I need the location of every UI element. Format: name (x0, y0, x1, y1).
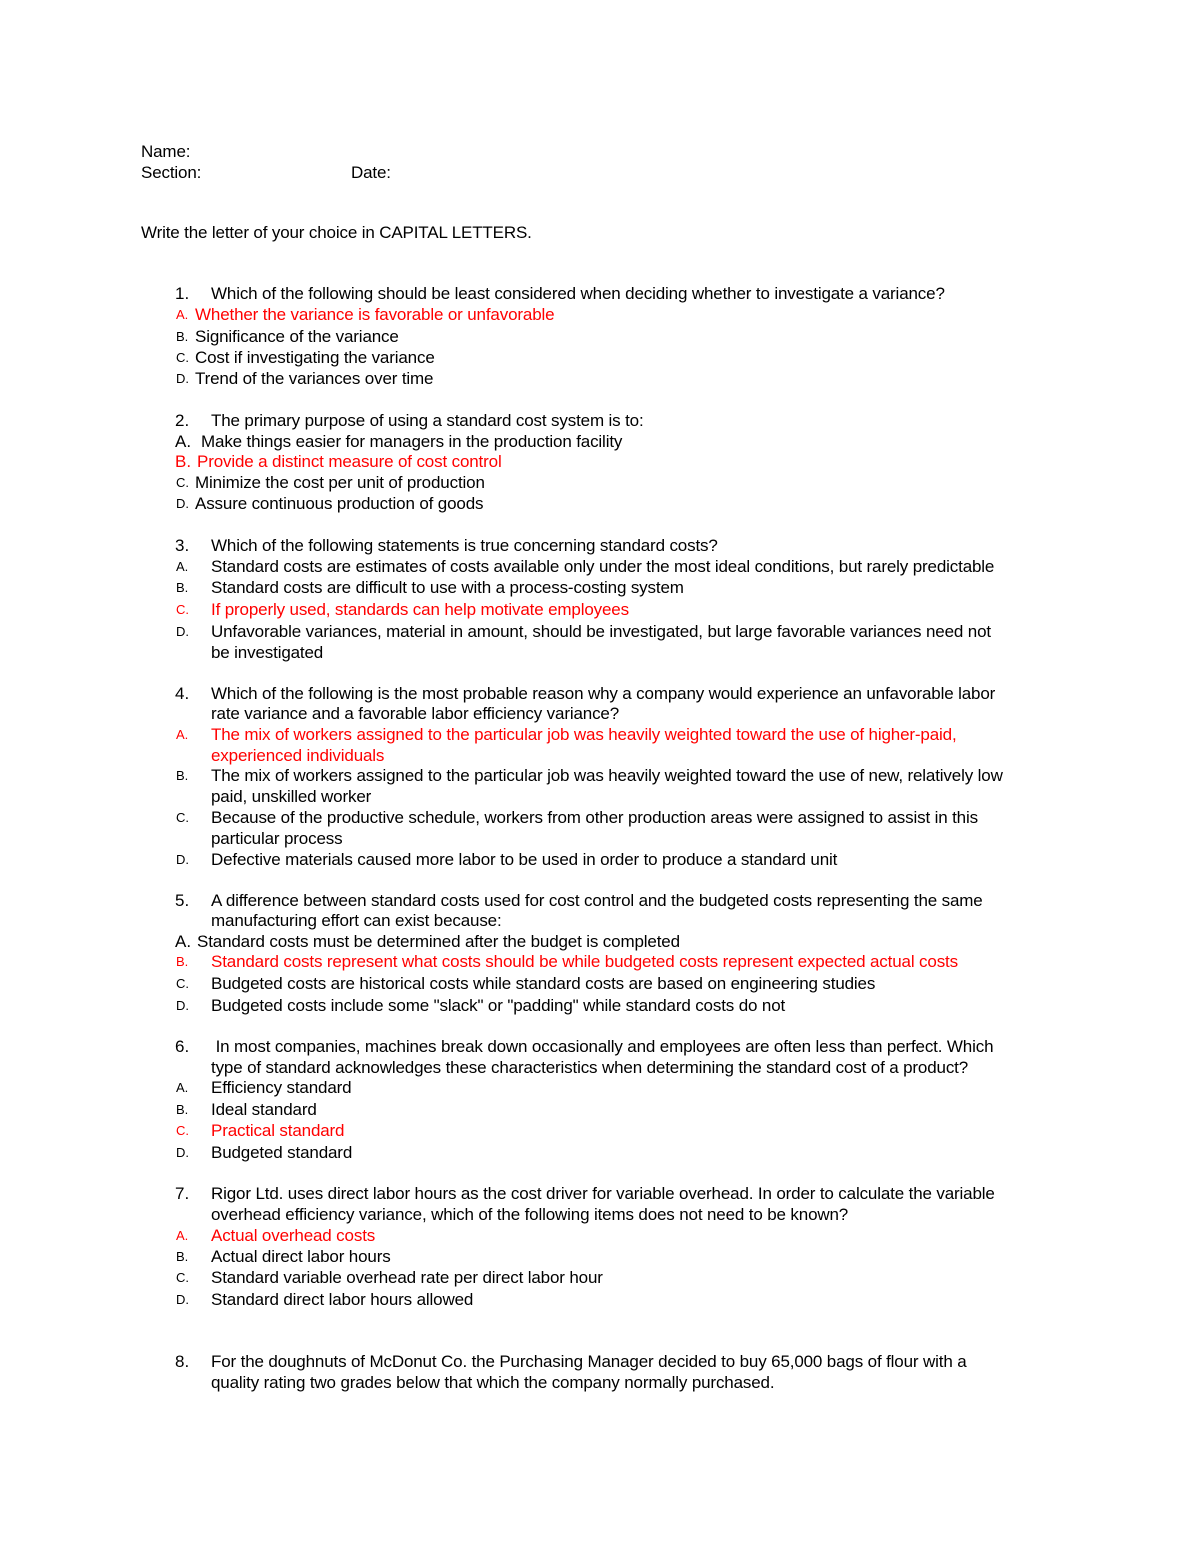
choice-letter: B. (176, 954, 189, 969)
question-text: In most companies, machines break down occasionally and employees are often less than perfect. Which (211, 1037, 994, 1056)
date-label: Date: (351, 163, 391, 182)
choice-letter: D. (176, 852, 189, 867)
choice-letter: D. (176, 998, 189, 1013)
choice-text: Significance of the variance (195, 327, 399, 346)
question-number: 3. (175, 536, 190, 555)
question-text: Rigor Ltd. uses direct labor hours as the cost driver for variable overhead. In order to calculate the variable (211, 1184, 995, 1203)
choice-letter: B. (176, 580, 189, 595)
choice-text: Standard costs are estimates of costs available only under the most ideal conditions, but rarely predictable (211, 557, 995, 576)
choice-letter: D. (176, 1292, 189, 1307)
choice-letter: A. (176, 727, 189, 742)
choice-letter: A. (176, 559, 189, 574)
choice-text-answer-continued: experienced individuals (211, 746, 385, 765)
choice-text: Standard variable overhead rate per direct labor hour (211, 1268, 603, 1287)
choice-letter: C. (176, 1123, 189, 1138)
choice-text: The mix of workers assigned to the particular job was heavily weighted toward the use of new, relatively low (211, 766, 1003, 785)
choice-text: Unfavorable variances, material in amount, should be investigated, but large favorable variances need not (211, 622, 991, 641)
choice-letter: B. (176, 1102, 189, 1117)
choice-letter: D. (176, 1145, 189, 1160)
choice-letter: D. (176, 371, 189, 386)
question-text: Which of the following is the most probable reason why a company would experience an unfavorable labor (211, 684, 996, 703)
question-number: 4. (175, 684, 190, 703)
choice-text-continued: be investigated (211, 643, 324, 662)
choice-text-answer: Whether the variance is favorable or unfavorable (195, 305, 555, 324)
choice-text: Minimize the cost per unit of production (195, 473, 485, 492)
choice-text-answer: Provide a distinct measure of cost control (197, 452, 502, 471)
choice-letter: A. (175, 432, 192, 451)
choice-letter: D. (176, 496, 189, 511)
choice-text-continued: paid, unskilled worker (211, 787, 372, 806)
choice-letter: B. (176, 329, 189, 344)
question-text-continued: overhead efficiency variance, which of the following items does not need to be known? (211, 1205, 849, 1224)
choice-letter: C. (176, 1270, 189, 1285)
choice-text: Standard direct labor hours allowed (211, 1290, 474, 1309)
choice-letter: D. (176, 624, 189, 639)
question-text-continued: type of standard acknowledges these characteristics when determining the standard cost of a product? (211, 1058, 969, 1077)
choice-text: Efficiency standard (211, 1078, 352, 1097)
choice-letter: C. (176, 976, 189, 991)
choice-text: Assure continuous production of goods (195, 494, 484, 513)
choice-text: Standard costs are difficult to use with a process-costing system (211, 578, 684, 597)
choice-text: Budgeted standard (211, 1143, 353, 1162)
question-number: 1. (175, 284, 190, 303)
instruction-text: Write the letter of your choice in CAPITAL LETTERS. (141, 223, 532, 242)
choice-text: Defective materials caused more labor to be used in order to produce a standard unit (211, 850, 838, 869)
choice-text-answer: If properly used, standards can help motivate employees (211, 600, 629, 619)
question-text-continued: manufacturing effort can exist because: (211, 911, 502, 930)
choice-text: Trend of the variances over time (195, 369, 434, 388)
choice-text-answer: Standard costs represent what costs should be while budgeted costs represent expected actual costs (211, 952, 958, 971)
choice-letter: B. (175, 452, 192, 471)
question-text: Which of the following should be least considered when deciding whether to investigate a variance? (211, 284, 945, 303)
choice-letter: C. (176, 350, 189, 365)
name-label: Name: (141, 142, 191, 161)
choice-text: Budgeted costs include some "slack" or "padding" while standard costs do not (211, 996, 786, 1015)
question-text-continued: rate variance and a favorable labor efficiency variance? (211, 704, 620, 723)
choice-text: Cost if investigating the variance (195, 348, 435, 367)
choice-letter: B. (176, 1249, 189, 1264)
choice-text-answer: Actual overhead costs (211, 1226, 376, 1245)
choice-letter: A. (176, 1228, 189, 1243)
question-number: 8. (175, 1352, 190, 1371)
question-text: A difference between standard costs used for cost control and the budgeted costs representing the same (211, 891, 983, 910)
question-number: 2. (175, 411, 190, 430)
choice-text-continued: particular process (211, 829, 343, 848)
choice-text: Ideal standard (211, 1100, 317, 1119)
choice-letter: B. (176, 768, 189, 783)
choice-letter: C. (176, 810, 189, 825)
choice-text-answer: The mix of workers assigned to the particular job was heavily weighted toward the use of higher-paid, (211, 725, 957, 744)
choice-text: Budgeted costs are historical costs while standard costs are based on engineering studies (211, 974, 876, 993)
section-label: Section: (141, 163, 202, 182)
question-text-continued: quality rating two grades below that which the company normally purchased. (211, 1373, 775, 1392)
choice-letter: A. (176, 307, 189, 322)
question-number: 7. (175, 1184, 190, 1203)
question-number: 6. (175, 1037, 190, 1056)
choice-text: Make things easier for managers in the production facility (201, 432, 623, 451)
choice-text: Because of the productive schedule, workers from other production areas were assigned to assist in this (211, 808, 978, 827)
question-number: 5. (175, 891, 190, 910)
choice-text: Standard costs must be determined after the budget is completed (197, 932, 680, 951)
choice-letter: A. (176, 1080, 189, 1095)
choice-letter: C. (176, 475, 189, 490)
question-text: Which of the following statements is true concerning standard costs? (211, 536, 718, 555)
question-text: The primary purpose of using a standard cost system is to: (211, 411, 644, 430)
question-text: For the doughnuts of McDonut Co. the Purchasing Manager decided to buy 65,000 bags of flour with a (211, 1352, 967, 1371)
choice-letter: C. (176, 602, 189, 617)
choice-letter: A. (175, 932, 192, 951)
choice-text-answer: Practical standard (211, 1121, 345, 1140)
choice-text: Actual direct labor hours (211, 1247, 391, 1266)
